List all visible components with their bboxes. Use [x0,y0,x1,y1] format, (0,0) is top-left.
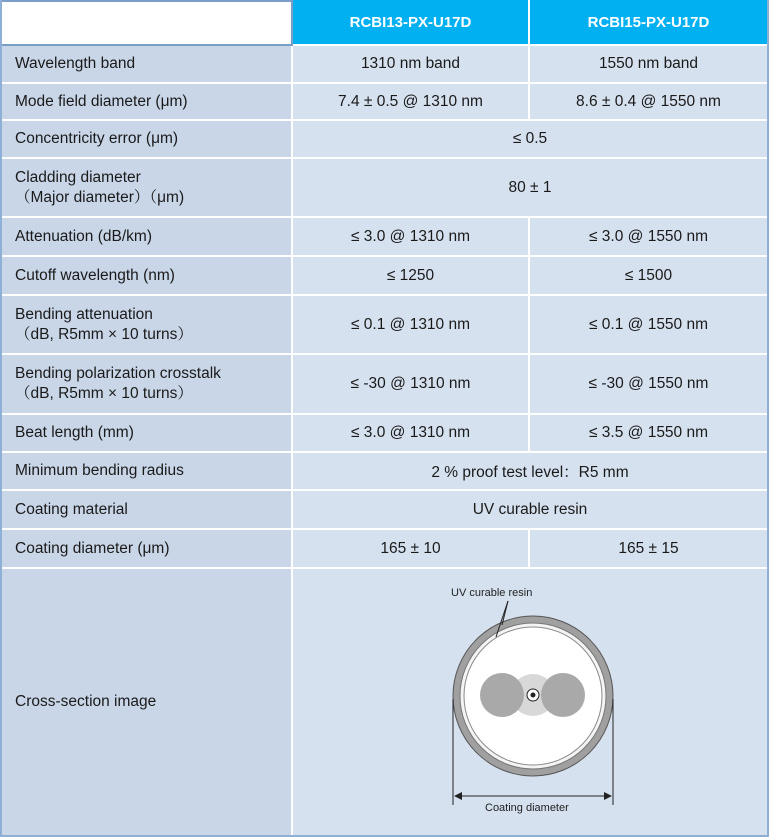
bending-atten-label-line1: Bending attenuation [15,305,153,323]
row-value-crosstalk-2: ≤ -30 @ 1550 nm [530,355,769,415]
resin-label: UV curable resin [451,587,533,599]
cladding-label-line2: （Major diameter）（μm) [15,188,185,206]
table-border-left [0,0,2,837]
header-col1: RCBI13-PX-U17D [293,0,530,46]
row-label-beat-length: Beat length (mm) [0,415,293,453]
crosstalk-label-line1: Bending polarization crosstalk [15,365,221,382]
row-value-wavelength-band-2: 1550 nm band [530,46,769,84]
row-value-coating-material: UV curable resin [293,491,769,530]
header-col2: RCBI15-PX-U17D [530,0,769,46]
row-label-min-bending-radius: Minimum bending radius [0,453,293,491]
fiber-cross-section-diagram [293,569,769,837]
row-value-attenuation-2: ≤ 3.0 @ 1550 nm [530,218,769,257]
row-value-min-bending-radius: 2 % proof test level：R5 mm [293,453,769,491]
row-label-coating-diameter: Coating diameter (μm) [0,530,293,569]
row-value-crosstalk-1: ≤ -30 @ 1310 nm [293,355,530,415]
row-label-concentricity-error: Concentricity error (μm) [0,121,293,159]
row-label-wavelength-band: Wavelength band [0,46,293,84]
row-value-wavelength-band-1: 1310 nm band [293,46,530,84]
stress-part-left [480,673,524,717]
row-label-bending-attenuation [0,296,293,355]
row-value-bending-attenuation-1: ≤ 0.1 @ 1310 nm [293,296,530,355]
row-label-bending-crosstalk [0,355,293,415]
row-label-cutoff-wavelength: Cutoff wavelength (nm) [0,257,293,296]
row-value-mfd-1: 7.4 ± 0.5 @ 1310 nm [293,84,530,121]
row-value-coating-diameter-2: 165 ± 15 [530,530,769,569]
bending-atten-label-line2: （dB, R5mm × 10 turns） [15,325,193,343]
row-label-coating-material: Coating material [0,491,293,530]
row-value-cutoff-2: ≤ 1500 [530,257,769,296]
core-inner [531,693,536,698]
diameter-label: Coating diameter [485,802,569,814]
row-value-bending-attenuation-2: ≤ 0.1 @ 1550 nm [530,296,769,355]
header-blank-cell [0,0,293,46]
row-label-cross-section-image: Cross-section image [0,569,293,837]
row-value-beat-length-2: ≤ 3.5 @ 1550 nm [530,415,769,453]
row-value-beat-length-1: ≤ 3.0 @ 1310 nm [293,415,530,453]
row-label-attenuation: Attenuation (dB/km) [0,218,293,257]
row-value-attenuation-1: ≤ 3.0 @ 1310 nm [293,218,530,257]
row-value-coating-diameter-1: 165 ± 10 [293,530,530,569]
crosstalk-label-line2: （dB, R5mm × 10 turns） [15,385,193,402]
stress-part-right [541,673,585,717]
dim-arrow-right [604,792,612,800]
dim-arrow-left [454,792,462,800]
row-label-cladding-diameter [0,159,293,218]
row-value-cutoff-1: ≤ 1250 [293,257,530,296]
cladding-label-line1: Cladding diameter [15,168,141,186]
cross-section-figure-cell [293,569,769,837]
row-value-mfd-2: 8.6 ± 0.4 @ 1550 nm [530,84,769,121]
row-value-concentricity-error: ≤ 0.5 [293,121,769,159]
row-value-cladding-diameter: 80 ± 1 [293,159,769,218]
row-label-mode-field-diameter: Mode field diameter (μm) [0,84,293,121]
